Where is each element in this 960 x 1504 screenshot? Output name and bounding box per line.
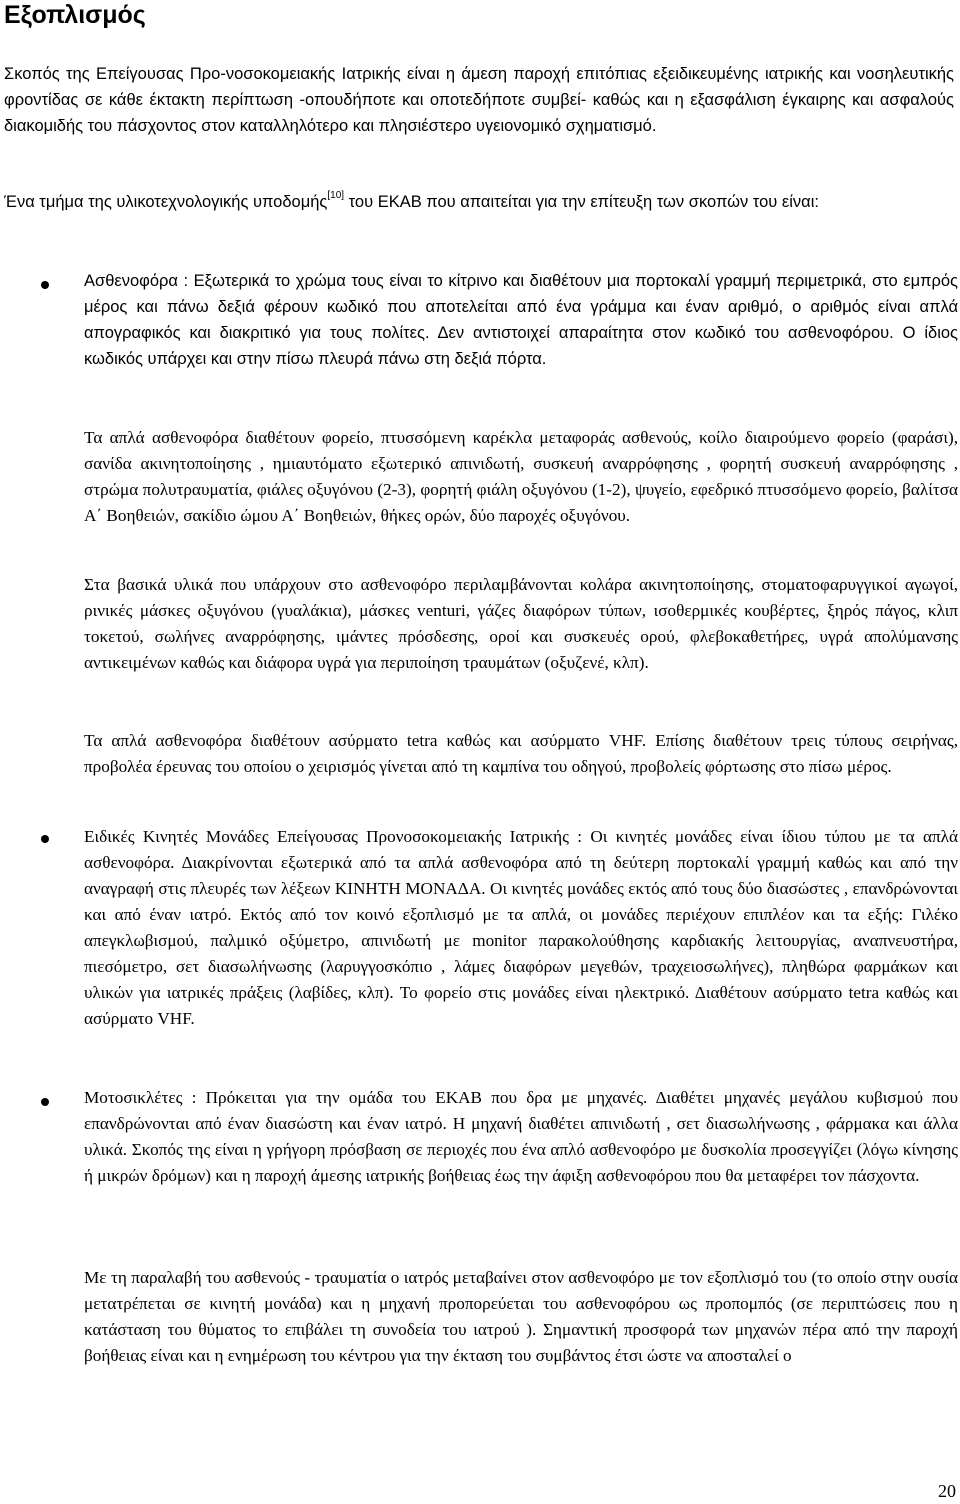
page-title: Εξοπλισμός (4, 1, 146, 29)
lead-paragraph (4, 188, 954, 216)
mobile-units-paragraph: Ειδικές Κινητές Μονάδες Επείγουσας Προνοσοκομειακής Ιατρικής : Οι κινητές μονάδες είναι ίδιου τύπου με τα απλά ασθενοφόρα. Διακρίνονται εξωτερικά από τα απλά ασθενοφόρα από τη δεύτερη πορτοκαλί γραμμή καθώς και από την αναγραφή στις πλευρές των λέξεων ΚΙΝΗΤΗ ΜΟΝΑΔΑ. Οι κινητές μονάδες εκτός από τους δύο διασώστες , επανδρώνονται και από έναν ιατρό. Εκτός από τον κοινό εξοπλισμό με τα απλά, οι μονάδες περιέχουν επιπλέον και τα εξής: Γιλέκο απεγκλωβισμού, παλμικό οξύμετρο, απινιδωτή με monitor παρακολούθησης καρδιακής λειτουργίας, αναπνευστήρα, πιεσόμετρο, σετ διασωλήνωσης (λαρυγγοσκόπιο , λάμες διαφόρων μεγεθών, τραχειοσωλήνες), πληθώρα φαρμάκων και υλικών για ιατρικές πράξεις (λαβίδες, κλπ). Το φορείο στις μονάδες είναι ηλεκτρικό. Διαθέτουν ασύρματο tetra καθώς και ασύρματο VHF. (84, 827, 958, 1028)
motorcycles-continuation-paragraph: Με τη παραλαβή του ασθενούς - τραυματία ο ιατρός μεταβαίνει στον ασθενοφόρο με τον εξοπλισμό του (το οποίο στην ουσία μετατρέπεται σε κινητή μονάδα) και η μηχανή προπορεύεται του ασθενοφόρου ως προπομπός (σε περιπτώσεις που η κατάσταση του θύματος το επιβάλει τη συνοδεία του ιατρού ). Σημαντική προσφορά των μηχανών πέρα από την παροχή βοήθειας είναι και η ενημέρωση του κέντρου για την έκταση του συμβάντος έτσι ώστε να αποσταλεί ο (84, 1268, 958, 1365)
lead-text-after: του ΕΚΑΒ που απαιτείται για την επίτευξη των σκοπών του είναι: (344, 193, 819, 211)
bullet-icon (41, 835, 49, 843)
motorcycles-paragraph: Μοτοσικλέτες : Πρόκειται για την ομάδα του ΕΚΑΒ που δρα με μηχανές. Διαθέτει μηχανές μεγάλου κυβισμού που επανδρώνονται από έναν διασώστη και έναν ιατρό. Η μηχανή διαθέτει απινιδωτή , σετ διασωλήνωσης , φάρμακα και άλλα υλικά. Σκοπός της είναι η γρήγορη πρόσβαση σε περιοχές που ένα απλό ασθενοφόρο με δυσκολία προσεγγίζει (λόγω κίνησης ή μικρών δρόμων) και η παροχή άμεσης ιατρικής βοήθειας έως την άφιξη ασθενοφόρου που θα μεταφέρει τον πάσχοντα. (84, 1088, 958, 1185)
lead-text-before: Ένα τμήμα της υλικοτεχνολογικής υποδομής (4, 193, 328, 211)
page-number: 20 (938, 1481, 956, 1501)
bullet-icon (41, 281, 49, 289)
ambulance-radio-paragraph: Τα απλά ασθενοφόρα διαθέτουν ασύρματο tetra καθώς και ασύρματο VHF. Επίσης διαθέτουν τρεις τύπους σειρήνας, προβολέα έρευνας του οποίου ο χειρισμός γίνεται από τη καμπίνα του οδηγού, προβολείς φόρτωσης στο πίσω μέρος. (84, 731, 958, 776)
citation-ref: [10] (327, 190, 345, 201)
ambulance-equipment-paragraph: Τα απλά ασθενοφόρα διαθέτουν φορείο, πτυσσόμενη καρέκλα μεταφοράς ασθενούς, κοίλο διαιρούμενο φορείο (φαράσι), σανίδα ακινητοποίησης , ημιαυτόματο εξωτερικό απινιδωτή, συσκευή αναρρόφησης , φορητή συσκευή αναρρόφησης , στρώμα πολυτραυματία, φιάλες οξυγόνου (2-3), φορητή φιάλη οξυγόνου (1-2), ψυγείο, εφεδρικό πτυσσόμενο φορείο, βαλίτσα Α΄ Βοηθειών, σακίδιο ώμου Α΄ Βοηθειών, θήκες ορών, δύο παροχές οξυγόνου. (84, 428, 958, 525)
ambulances-paragraph: Ασθενοφόρα : Εξωτερικά το χρώμα τους είναι το κίτρινο και διαθέτουν μια πορτοκαλί γραμμή περιμετρικά, στο εμπρός μέρος και πάνω δεξιά φέρουν κωδικό που αποτελείται από ένα γράμμα και έναν αριθμό, ο αριθμός είναι απλά απογραφικός και διακριτικό για τους πολίτες. Δεν αντιστοιχεί απαραίτητα στον κωδικό του ασθενοφόρου. Ο ίδιος κωδικός υπάρχει και στην πίσω πλευρά πάνω στη δεξιά πόρτα. (84, 272, 958, 368)
intro-paragraph: Σκοπός της Επείγουσας Προ-νοσοκομειακής Ιατρικής είναι η άμεση παροχή επιτόπιας εξειδικευμένης ιατρικής και νοσηλευτικής φροντίδας σε κάθε έκτακτη περίπτωση -οπουδήποτε και οποτεδήποτε συμβεί- καθώς και η εξασφάλιση έγκαιρης και ασφαλούς διακομιδής του πάσχοντος στον καταλληλότερο και πλησιέστερο υγειονομικό σχηματισμό. (4, 65, 954, 135)
bullet-icon (41, 1098, 49, 1106)
ambulance-supplies-paragraph: Στα βασικά υλικά που υπάρχουν στο ασθενοφόρο περιλαμβάνονται κολάρα ακινητοποίησης, στοματοφαρυγγικοί αγωγοί, ρινικές μάσκες οξυγόνου (γυαλάκια), μάσκες venturi, γάζες διαφόρων τύπων, ισοθερμικές κουβέρτες, ξηρός πάγος, κλιπ τοκετού, σωλήνες αναρρόφησης, ιμάντες πρόσδεσης, οροί και συσκευές ορού, φλεβοκαθετήρες, υγρά απολύμανσης αντικειμένων καθώς και διάφορα υγρά για περιποίηση τραυμάτων (οξυζενέ, κλπ). (84, 575, 958, 672)
